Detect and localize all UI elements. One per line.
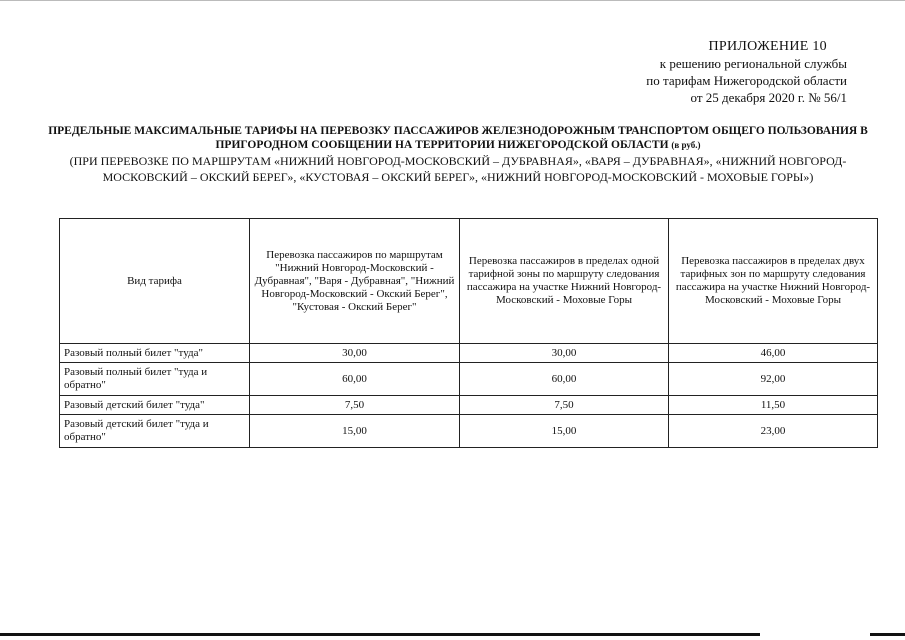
row-label: Разовый детский билет "туда" [60,396,250,415]
table-row [60,344,878,363]
row-label: Разовый детский билет "туда и обратно" [60,415,250,448]
heading-unit: (в руб.) [671,140,701,150]
cell-value: 11,50 [669,396,878,415]
header-one-zone: Перевозка пассажиров в пределах одной тарифной зоны по маршруту следования пассажира на участке Нижний Новгород-Московский - Моховые Горы [460,219,669,344]
appendix-line-3: от 25 декабря 2020 г. № 56/1 [690,90,847,105]
scan-line-bottom [0,633,760,636]
header-tariff-type: Вид тарифа [60,219,250,344]
cell-value: 7,50 [460,396,669,415]
document-subheading: (ПРИ ПЕРЕВОЗКЕ ПО МАРШРУТАМ «НИЖНИЙ НОВГОРОД-МОСКОВСКИЙ – ДУБРАВНАЯ», «ВАРЯ – ДУБРАВНАЯ», «НИЖНИЙ НОВГОРОД-МОСКОВСКИЙ – ОКСКИЙ БЕРЕГ», «КУСТОВАЯ – ОКСКИЙ БЕРЕГ», «НИЖНИЙ НОВГОРОД-МОСКОВСКИЙ - МОХОВЫЕ ГОРЫ») [69,154,847,184]
header-routes: Перевозка пассажиров по маршрутам "Нижний Новгород-Московский - Дубравная", "Варя - Дубравная", "Нижний Новгород-Московский - Окский Берег", "Кустовая - Окский Берег" [250,219,460,344]
cell-value: 7,50 [250,396,460,415]
scan-line-bottom-right [870,633,905,636]
cell-value: 30,00 [250,344,460,363]
cell-value: 30,00 [460,344,669,363]
scan-line-top [0,0,905,1]
cell-value: 46,00 [669,344,878,363]
row-label: Разовый полный билет "туда" [60,344,250,363]
table-row [60,396,878,415]
table-row [60,415,878,448]
cell-value: 23,00 [669,415,878,448]
appendix-line-1: к решению региональной службы [659,56,847,71]
cell-value: 15,00 [460,415,669,448]
cell-value: 15,00 [250,415,460,448]
heading-main: ПРЕДЕЛЬНЫЕ МАКСИМАЛЬНЫЕ ТАРИФЫ НА ПЕРЕВОЗКУ ПАССАЖИРОВ ЖЕЛЕЗНОДОРОЖНЫМ ТРАНСПОРТОМ ОБЩЕГО ПОЛЬЗОВАНИЯ В ПРИГОРОДНОМ СООБЩЕНИИ НА ТЕРРИТОРИИ НИЖЕГОРОДСКОЙ ОБЛАСТИ [48,125,868,151]
table-row [60,363,878,396]
appendix-title: ПРИЛОЖЕНИЕ 10 [708,39,827,54]
cell-value: 60,00 [250,363,460,396]
table-header-row [60,219,878,344]
appendix-line-2: по тарифам Нижегородской области [646,73,847,88]
appendix-block [547,38,847,106]
document-heading [40,124,876,152]
tariff-table [59,218,878,448]
cell-value: 60,00 [460,363,669,396]
cell-value: 92,00 [669,363,878,396]
row-label: Разовый полный билет "туда и обратно" [60,363,250,396]
header-two-zones: Перевозка пассажиров в пределах двух тарифных зон по маршруту следования пассажира на участке Нижний Новгород-Московский - Моховые Горы [669,219,878,344]
